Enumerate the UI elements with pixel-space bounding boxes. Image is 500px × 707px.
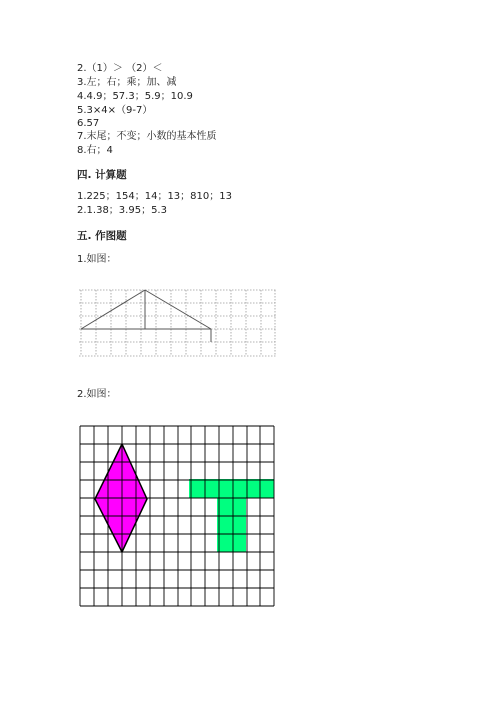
answer-line-3: 3.左；右；乘；加、减 — [77, 77, 177, 88]
figure-2-shapes-grid — [78, 424, 278, 610]
drawing-q1-label: 1.如图： — [77, 254, 117, 265]
section-heading-calculation: 四. 计算题 — [77, 169, 127, 181]
section-heading-drawing: 五. 作图题 — [77, 230, 127, 242]
answer-line-5: 5.3×4×（9-7） — [77, 105, 153, 116]
t-shape — [189, 479, 274, 552]
calc-answer-2: 2.1.38；3.95；5.3 — [77, 205, 167, 216]
answer-line-6: 6.57 — [77, 118, 100, 129]
answer-line-8: 8.右；4 — [77, 145, 113, 156]
dotted-grid — [79, 290, 276, 356]
drawing-q2-label: 2.如图： — [77, 389, 117, 400]
answer-line-4: 4.4.9；57.3；5.9；10.9 — [77, 91, 193, 102]
answer-line-7: 7.末尾；不变；小数的基本性质 — [77, 131, 217, 142]
answer-line-2: 2.（1）＞ （2）＜ — [77, 63, 163, 74]
figure-1-triangle-grid — [79, 287, 279, 359]
calc-answer-1: 1.225；154；14；13；810；13 — [77, 191, 232, 202]
square-grid — [80, 426, 274, 606]
